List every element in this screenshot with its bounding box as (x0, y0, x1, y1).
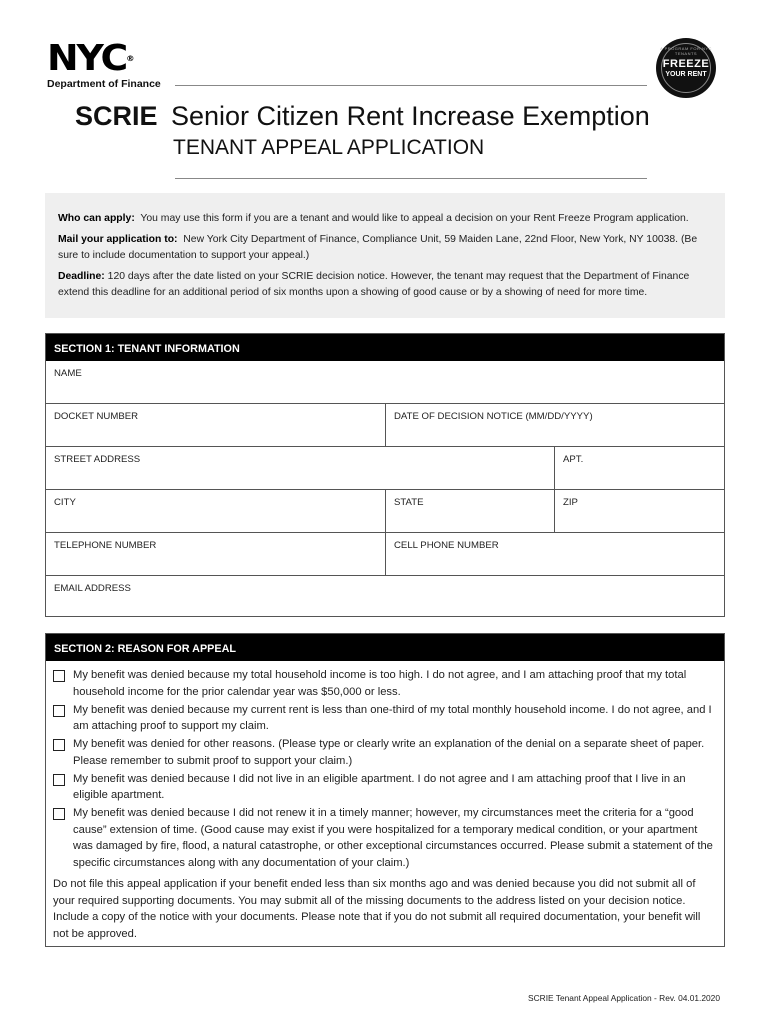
reason-checkbox[interactable] (53, 774, 65, 786)
reason-text: My benefit was denied because I did not renew it in a timely manner; however, my circumstances meet the criteria for a “good cause” extension of time. (Good cause may exist if you were hospitalized for a temporary medical condition, or your apartment was damaged by fire, flood, a natural catastrophe, or other exceptional circumstances occurred. Please submit a statement of the specific circumstances along with any documentation of your claim.) (73, 807, 713, 869)
zip-field[interactable]: ZIP (554, 490, 724, 532)
email-field[interactable]: EMAIL ADDRESS (54, 583, 131, 594)
reason-text: My benefit was denied because my total household income is too high. I do not agree, and I am attaching proof that my total household income for the prior calendar year was $50,000 or less. (73, 669, 687, 698)
who-can-apply: Who can apply: You may use this form if you are a tenant and would like to appeal a decision on your Rent Freeze Program application. (58, 213, 689, 224)
form-row-city (46, 489, 724, 532)
street-address-field[interactable]: STREET ADDRESS (54, 454, 141, 465)
form-row-phone (46, 532, 724, 575)
reason-list (46, 661, 724, 942)
reason-item (53, 771, 714, 804)
reason-checkbox[interactable] (53, 705, 65, 717)
apt-field[interactable]: APT. (554, 447, 724, 489)
cell-phone-field[interactable]: CELL PHONE NUMBER (385, 533, 724, 575)
reason-checkbox[interactable] (53, 670, 65, 682)
reason-text: My benefit was denied because my current rent is less than one-third of my total monthly household income. I do not agree, and I am attaching proof to support my claim. (73, 703, 712, 732)
form-row-address (46, 446, 724, 489)
city-field[interactable]: CITY (54, 497, 76, 508)
instructions-box (45, 193, 725, 318)
reason-item (53, 667, 714, 700)
reason-checkbox[interactable] (53, 739, 65, 751)
reason-item (53, 736, 714, 769)
docket-number-field[interactable]: DOCKET NUMBER (54, 411, 139, 422)
freeze-your-rent-badge (656, 38, 716, 98)
reason-text: My benefit was denied for other reasons. (Please type or clearly write an explanation of the denial on a separate sheet of paper. Please remember to submit proof to support your claim.) (73, 738, 705, 767)
title-acronym: SCRIE (75, 101, 158, 131)
footer-revision: SCRIE Tenant Appeal Application - Rev. 04.01.2020 (528, 993, 720, 1003)
filing-note: Do not file this appeal application if your benefit ended less than six months ago and was denied because you did not submit all of your required supporting documents. You may submit all of the missing documents to the address listed on your decision notice. Include a copy of the notice with your documents. Please note that if you do not submit all required documentation, your benefit will not be approved. (53, 878, 701, 940)
form-row-email (46, 575, 724, 618)
mail-to: Mail your application to: New York City Department of Finance, Compliance Unit, 59 Maiden Lane, 22nd Floor, New York, NY 10038. (Be sure to include documentation to support your appeal.) (58, 234, 698, 261)
nyc-wordmark: NYC® (47, 38, 135, 79)
section-1-heading: SECTION 1: TENANT INFORMATION (46, 334, 724, 361)
reason-text: My benefit was denied because I did not live in an eligible apartment. I do not agree and I am attaching proof that I live in an eligible apartment. (73, 772, 686, 801)
badge-line-2: YOUR RENT (665, 71, 707, 78)
deadline: Deadline: 120 days after the date listed on your SCRIE decision notice. However, the tenant may request that the Department of Finance extend this deadline for an additional period of six months upon a showing of good cause or by a showing of need for more time. (58, 271, 690, 298)
reason-item (53, 702, 714, 735)
form-row-docket (46, 403, 724, 446)
nyc-logo (47, 38, 167, 90)
reason-checkbox[interactable] (53, 808, 65, 820)
reason-item (53, 805, 714, 871)
header-divider-top (175, 85, 647, 86)
section-reason-for-appeal (45, 633, 725, 947)
header-divider-bottom (175, 178, 647, 179)
badge-arc-text: A PROGRAM FOR NYC TENANTS (660, 46, 712, 56)
telephone-field[interactable]: TELEPHONE NUMBER (54, 540, 157, 551)
badge-line-1: FREEZE (662, 58, 710, 70)
section-tenant-information (45, 333, 725, 617)
page-title: Senior Citizen Rent Increase Exemption (171, 101, 650, 131)
page-subtitle: TENANT APPEAL APPLICATION (173, 136, 485, 159)
form-row-name (46, 361, 724, 403)
name-field[interactable]: NAME (54, 368, 82, 379)
section-2-heading: SECTION 2: REASON FOR APPEAL (46, 634, 724, 661)
decision-date-field[interactable]: DATE OF DECISION NOTICE (MM/DD/YYYY) (385, 404, 724, 446)
state-field[interactable]: STATE (385, 490, 554, 532)
department-name: Department of Finance (47, 78, 161, 90)
